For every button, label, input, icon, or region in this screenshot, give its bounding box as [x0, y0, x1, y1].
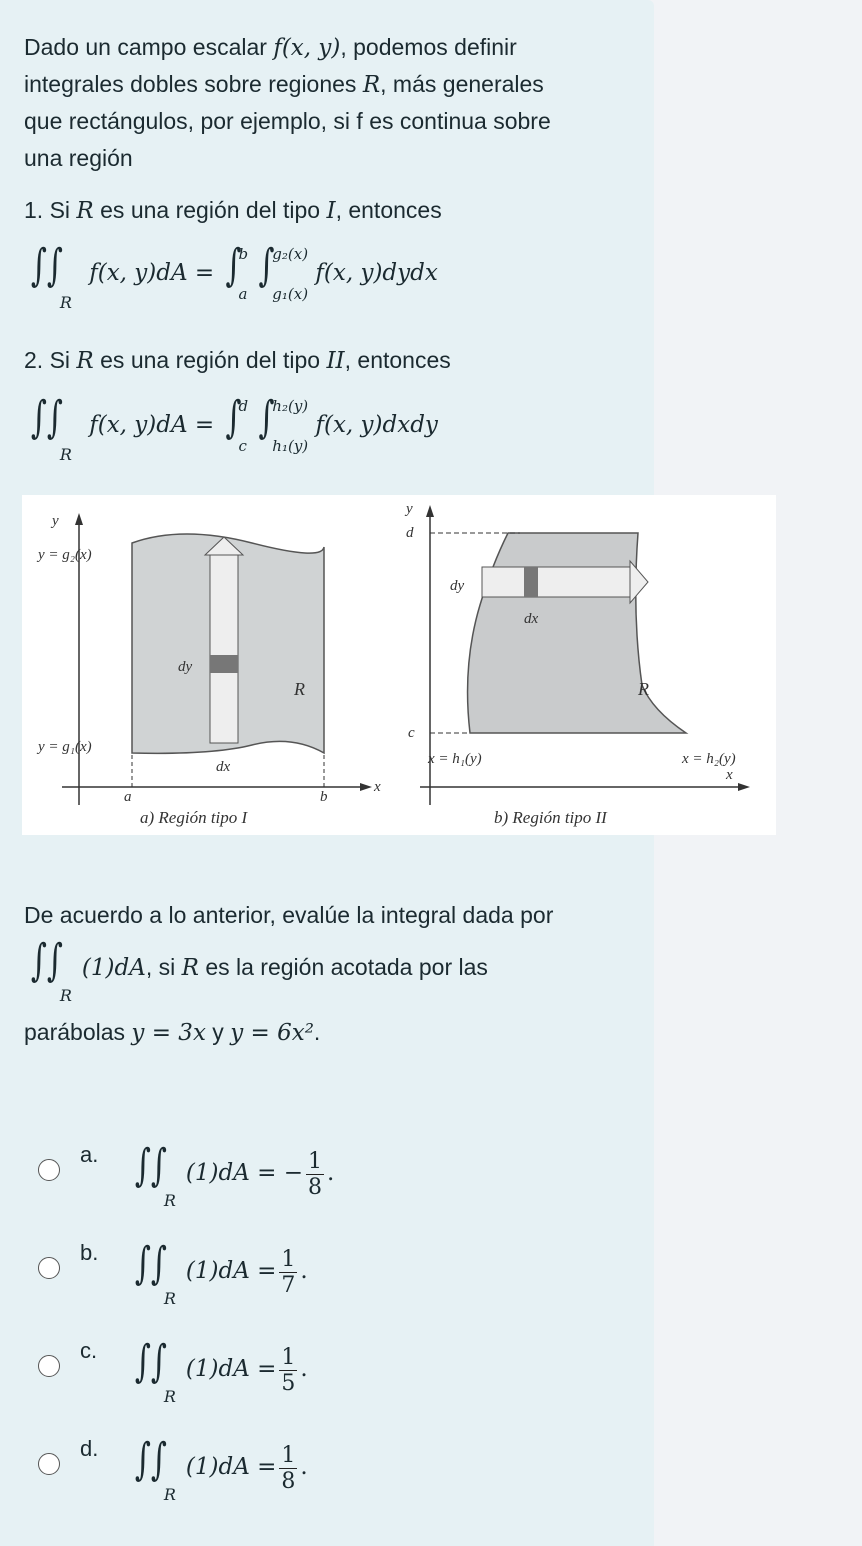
option-b[interactable] [38, 1238, 308, 1308]
option-b-letter: b. [80, 1239, 99, 1265]
b-dx-label: dx [524, 611, 539, 627]
region-diagram [22, 495, 776, 835]
region-type-2 [404, 501, 750, 827]
intro-line-2: integrales dobles sobre regiones R, más generales [24, 71, 544, 98]
item2-text: 2. Si R es una región del tipo II, entonces [24, 347, 451, 374]
a-dy-label: dy [178, 659, 193, 675]
option-c[interactable] [38, 1336, 308, 1406]
b-y-label: y [406, 501, 413, 517]
b-dy-label: dy [450, 578, 465, 594]
intro-line-4: una región [24, 145, 133, 171]
a-dx-label: dx [216, 759, 231, 775]
option-c-letter: c. [80, 1337, 98, 1363]
region-type-1 [36, 513, 381, 827]
option-a-radio[interactable] [38, 1159, 60, 1181]
option-d-expression: $\int\int_R(1)dA$ = $\frac{1}{8}$ . [134, 1434, 308, 1504]
b-caption: b) Región tipo II [494, 808, 607, 827]
option-a-letter: a. [80, 1141, 99, 1167]
b-h2-label: x = h₂(y) [682, 751, 736, 767]
option-a[interactable] [38, 1140, 335, 1210]
b-R-label: R [638, 679, 649, 699]
intro-line-3: que rectángulos, por ejemplo, si f es continua sobre [24, 108, 551, 134]
option-d-letter: d. [80, 1435, 99, 1461]
a-g1-label: y = g₁(x) [38, 739, 92, 755]
b-c-label: c [408, 725, 415, 741]
a-g2-label: y = g₂(x) [38, 547, 92, 563]
option-d-radio[interactable] [38, 1453, 60, 1475]
option-a-expression: $\int\int_R(1)dA$ = − $\frac{1}{8}$ . [134, 1140, 335, 1210]
option-b-radio[interactable] [38, 1257, 60, 1279]
intro-line-1: Dado un campo escalar f(x, y), podemos definir [24, 34, 517, 61]
a-a-label: a [124, 789, 132, 805]
option-c-radio[interactable] [38, 1355, 60, 1377]
b-h1-label: x = h₁(y) [428, 751, 482, 767]
question-line-2: $\int\int_R(1)dA$, si R es la región acotada por las [30, 935, 488, 1005]
question-line-1: De acuerdo a lo anterior, evalúe la integral dada por [24, 902, 554, 928]
b-x-label: x [726, 767, 733, 783]
a-R-label: R [294, 679, 305, 699]
item2-formula: $\int\int_R$ f(x, y)dA = ∫ d c ∫ h₂(y) h₁(y) f(x, y)dxdy [30, 392, 438, 464]
a-y-label: y [52, 513, 59, 529]
b-d-label: d [406, 525, 414, 541]
option-c-expression: $\int\int_R(1)dA$ = $\frac{1}{5}$ . [134, 1336, 308, 1406]
question-line-3: parábolas y = 3x y y = 6x². [24, 1019, 321, 1046]
a-b-label: b [320, 789, 328, 805]
a-caption: a) Región tipo I [140, 808, 248, 827]
a-x-label: x [374, 779, 381, 795]
item1-text: 1. Si R es una región del tipo I, entonces [24, 197, 442, 224]
option-d[interactable] [38, 1434, 308, 1504]
item1-formula: $\int\int_R$ f(x, y)dA = ∫ b a ∫ g₂(x) g₁(x) f(x, y)dydx [30, 240, 438, 312]
option-b-expression: $\int\int_R(1)dA$ = $\frac{1}{7}$ . [134, 1238, 308, 1308]
